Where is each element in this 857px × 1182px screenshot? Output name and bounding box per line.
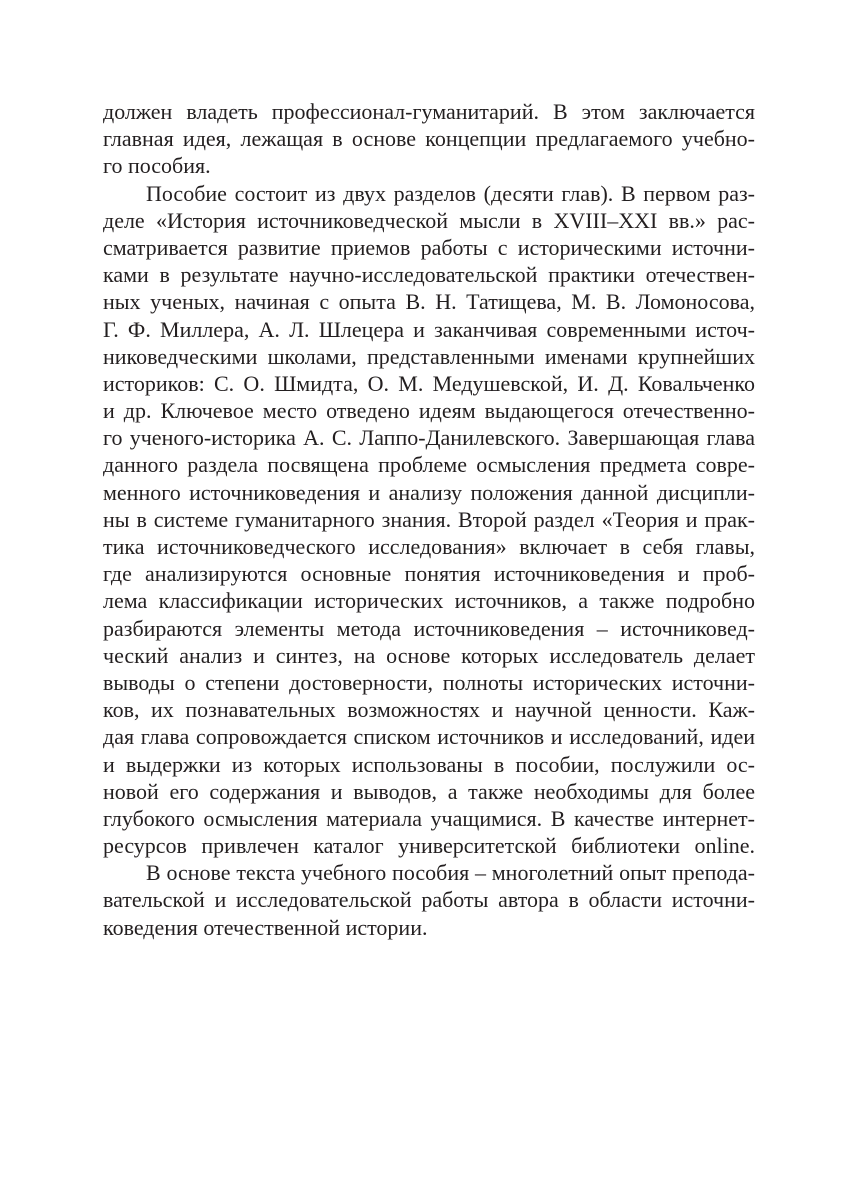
body-text xyxy=(103,98,755,941)
text-line: должен владеть профессионал-гуманитарий. В этом заключается xyxy=(103,99,755,124)
text-line: главная идея, лежащая в основе концепции предлагаемого учебно- xyxy=(103,126,755,152)
text-line: ных ученых, начиная с опыта В. Н. Татищева, М. В. Ломоносова, xyxy=(103,289,755,315)
text-line: новой его содержания и выводов, а также необходимы для более xyxy=(103,778,755,804)
text-line: историков: С. О. Шмидта, О. М. Медушевской, И. Д. Ковальченко xyxy=(103,370,755,396)
text-line: выводы о степени достоверности, полноты исторических источни- xyxy=(103,669,755,695)
text-line: ны в системе гуманитарного знания. Второй раздел «Теория и прак- xyxy=(103,506,755,532)
text-line: дая глава сопровождается списком источников и исследований, идеи xyxy=(103,724,755,750)
text-line: вательской и исследовательской работы автора в области источни- xyxy=(103,887,755,913)
text-line: ков, их познавательных возможностях и научной ценности. Каж- xyxy=(103,697,755,723)
text-line: лема классификации исторических источников, а также подробно xyxy=(103,588,755,614)
text-line: разбираются элементы метода источниковедения – источниковед- xyxy=(103,615,755,641)
text-line: деле «История источниковедческой мысли в XVIII–XXI вв.» рас- xyxy=(103,207,755,233)
text-line: менного источниковедения и анализу положения данной дисципли- xyxy=(103,479,755,505)
text-line: глубокого осмысления материала учащимися. В качестве интернет- xyxy=(103,805,755,831)
text-line: го ученого-историка А. С. Лаппо-Данилевского. Завершающая глава xyxy=(103,425,755,451)
text-line: данного раздела посвящена проблеме осмысления предмета совре- xyxy=(103,452,755,478)
text-line: ками в результате научно-исследовательской практики отечествен- xyxy=(103,262,755,288)
text-line: Г. Ф. Миллера, А. Л. Шлецера и заканчивая современными источ- xyxy=(103,316,755,342)
paragraph-2 xyxy=(103,180,755,860)
text-line: где анализируются основные понятия источниковедения и проб- xyxy=(103,561,755,587)
text-line: Пособие состоит из двух разделов (десяти глав). В первом раз- xyxy=(146,180,755,206)
text-line: никоведческими школами, представленными именами крупнейших xyxy=(103,343,755,369)
text-line: и выдержки из которых использованы в пособии, послужили ос- xyxy=(103,751,755,777)
text-line: ресурсов привлечен каталог университетской библиотеки online. xyxy=(103,833,755,859)
text-line: сматривается развитие приемов работы с историческими источни- xyxy=(103,234,755,260)
text-line: ческий анализ и синтез, на основе которых исследователь делает xyxy=(103,642,755,668)
text-line: В основе текста учебного пособия – многолетний опыт препода- xyxy=(146,860,755,886)
paragraph-3 xyxy=(103,859,755,941)
text-line: и др. Ключевое место отведено идеям выдающегося отечественно- xyxy=(103,398,755,424)
text-line: коведения отечественной истории. xyxy=(103,914,428,940)
text-line: го пособия. xyxy=(103,153,211,179)
paragraph-1 xyxy=(103,98,755,180)
text-line: тика источниковедческого исследования» включает в себя главы, xyxy=(103,534,755,559)
